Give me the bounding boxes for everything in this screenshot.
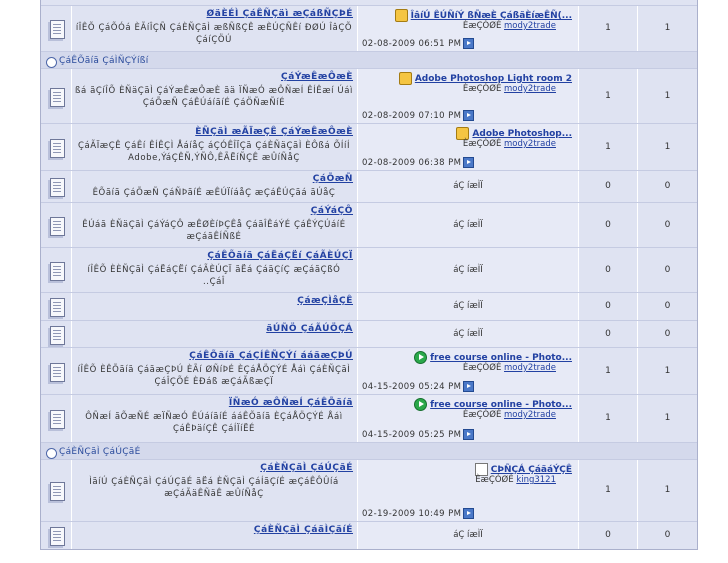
document-icon [50,139,65,158]
posts-count-cell [638,321,697,348]
posts-count: 0 [664,181,671,191]
forum-description: íÎÊÕ ÈÈÑÇãÌ ÇáËáÇËí ÇáÃÈÚÇÏ ãËá ÇáãÇíÇ æÇáãÇßÓ ..ÇáÎ [87,265,341,287]
forum-title-link[interactable]: ÏÑæÓ æÔÑæÍ ÇáÊÕãíã [228,398,353,408]
forum-icon-cell [41,321,72,348]
document-icon [50,178,65,197]
forum-title-cell [71,321,358,348]
last-post-author [463,21,556,31]
last-post-by-label: ÈæÇÓØÉ [462,139,502,149]
forum-title-link[interactable]: ÇáÊÕãíã ÇáÇÍÊÑÇÝí ááãæÇÞÚ [189,351,353,361]
threads-count-cell [579,248,638,293]
threads-count-cell [579,460,638,522]
forum-title-cell [71,69,358,124]
last-post-date [362,429,474,440]
last-post-title-text: CÞÑÇÁ ÇáãáÝÇÊ [490,465,572,475]
forum-row [41,123,697,171]
forum-status-icon [46,86,66,108]
threads-count-cell [579,395,638,443]
posts-count: 0 [664,301,671,311]
document-icon [50,20,65,39]
threads-count: 0 [605,530,611,540]
last-post-title-text: free course online - Photo... [430,400,572,410]
last-post-user-link[interactable]: mody2trade [504,363,556,373]
forum-status-icon [46,296,66,318]
last-post-author [463,139,556,149]
lock-icon [395,9,408,22]
posts-count: 0 [664,329,671,339]
forum-description: ÔÑæÍ ãÕæÑÉ æÏÑæÓ ÊÚáíãíÉ ááÊÕãíã ÈÇáÅÖÇÝÉ Åáì ÇáÊÞäíÇÊ ÇáÍÏíËÉ [85,412,343,434]
posts-count: 0 [664,265,671,275]
forum-status-icon [46,408,66,430]
last-post-date-text: 02-08-2009 06:38 PM [362,158,462,168]
forum-title-cell [71,522,358,550]
forum-row [41,68,697,124]
last-post-by-label: ÈæÇÓØÉ [462,84,502,94]
last-post-date [362,508,474,519]
go-to-last-post-icon[interactable] [463,508,474,519]
lock-icon [399,72,412,85]
threads-count-cell [579,171,638,203]
collapse-icon[interactable] [46,57,57,68]
last-post-author [463,410,556,420]
posts-count: 1 [664,366,671,376]
last-post-cell [358,460,579,522]
threads-count: 1 [605,91,611,101]
forum-icon-cell [41,124,72,171]
document-icon [50,217,65,236]
forum-title-link[interactable]: ÇáæÇÌåÇÊ [297,296,353,306]
threads-count: 1 [605,23,611,33]
posts-count: 1 [664,23,671,33]
forum-row [41,202,697,248]
posts-count-cell [638,171,697,203]
go-to-last-post-icon[interactable] [463,429,474,440]
document-icon [50,410,65,429]
forum-listing [40,0,698,550]
last-post-user-link[interactable]: mody2trade [504,139,556,149]
posts-count-cell [638,203,697,248]
forum-title-cell [71,395,358,443]
forum-description: ÊÕãíã ÇáÕæÑ ÇáÑÞãíÉ æÊÚÏíáåÇ æÇáÊÚÇãá ãÚåÇ [92,188,336,198]
posts-count: 1 [664,413,671,423]
document-icon [50,298,65,317]
posts-count: 0 [664,530,671,540]
forum-title-link[interactable]: ÇáÝæÊæÔæÈ [280,72,353,82]
last-post-user-link[interactable]: mody2trade [504,84,556,94]
forum-icon-cell [41,248,72,293]
threads-count: 1 [605,485,611,495]
threads-count-cell [579,124,638,171]
posts-count-cell [638,248,697,293]
last-post-date-text: 02-19-2009 10:49 PM [362,509,462,519]
forum-title-cell [71,203,358,248]
last-post-title-text: ÎâíÚ ÊÚÑíÝ ßÑæÈ ÇáßãÈíæÊÑ(... [410,11,572,21]
forum-title-cell [71,293,358,321]
forum-title-link[interactable]: ãÚÑÖ ÇáÃÚÖÇÁ [266,324,353,334]
last-post-user-link[interactable]: king3121 [516,475,556,485]
forum-title-link[interactable]: ÇáÕæÑ [312,174,353,184]
forum-icon-cell [41,203,72,248]
threads-count-cell [579,348,638,395]
forum-icon-cell [41,171,72,203]
last-post-title-text: Adobe Photoshop... [472,129,572,139]
threads-count-cell [579,522,638,550]
forum-status-icon [46,137,66,159]
last-post-by-label: ÈæÇÓØÉ [475,475,514,485]
threads-count: 0 [605,181,611,191]
forum-icon-cell [41,460,72,522]
forum-title-link[interactable]: ÇáÝáÇÔ [310,206,353,216]
last-post-cell [358,321,579,348]
last-post-cell [358,124,579,171]
forum-status-icon [46,18,66,40]
last-post-author [475,475,556,485]
last-post-by-label: ÈæÇÓØÉ [462,363,502,373]
forum-title-link[interactable]: ØäÈÉÌ ÇáÊÑÇäì æÇáßÑÇÞÉ [206,9,353,19]
forum-row [41,394,697,443]
threads-count-cell [579,203,638,248]
last-post-date-text: 02-08-2009 06:51 PM [362,39,462,49]
forum-icon-cell [41,6,72,52]
forum-row [41,347,697,395]
last-post-cell [358,6,579,52]
forum-description: íÎÊÕ ÇáÕÓá ÈÃíÎÇÑ ÇáÈÑÇãÌ æßÑßÇÊ æÈÚÇÑÊí ÐØÚ ÎâÇÕ ÇáíÇÖÚ [75,23,353,45]
last-post-user-link[interactable]: mody2trade [504,410,556,420]
threads-count-cell [579,321,638,348]
document-icon [50,527,65,546]
forum-row [41,521,697,550]
posts-count: 0 [664,220,671,230]
posts-count-cell [638,348,697,395]
posts-count: 1 [664,485,671,495]
arrow-icon [414,351,427,364]
go-to-last-post-icon[interactable] [463,38,474,49]
last-post-cell [358,248,579,293]
forum-title-cell [71,171,358,203]
last-post-none: áÇ íæÌÏ [453,220,483,230]
forum-title-cell [71,248,358,293]
last-post-title-text: Adobe Photoshop Light room 2 [414,74,572,84]
threads-count: 1 [605,413,611,423]
threads-count: 0 [605,301,611,311]
forum-row [41,247,697,293]
last-post-title-text: free course online - Photo... [430,353,572,363]
threads-count-cell [579,69,638,124]
last-post-date [362,381,474,392]
posts-count-cell [638,293,697,321]
go-to-last-post-icon[interactable] [463,381,474,392]
forum-description: ßá ãÇíÎÕ ÈÑäÇãÌ ÇáÝæÊæÔæÈ ãä ÏÑæÓ æÔÑæÍ ÊÍÊæí Úáì ÇáÕæÑ ÇáÊÚáíãíÉ ÇáÖÑæÑíÉ [75,86,353,108]
document-icon [50,326,65,345]
forum-status-icon [46,260,66,282]
last-post-cell [358,203,579,248]
forum-description: ÌãíÚ ÇáÈÑÇãÌ ÇáÚÇãÉ ãËá ÈÑÇãÌ ÇáÍãÇíÉ æÇáÊÔÛíá æÇáÃäÊÑäÊ æÛíÑåÇ [89,477,339,499]
forum-row [41,5,697,52]
threads-count: 1 [605,366,611,376]
last-post-author [463,363,556,373]
last-post-none: áÇ íæÌÏ [453,181,483,191]
posts-count-cell [638,124,697,171]
forum-icon-cell [41,522,72,550]
forum-icon-cell [41,293,72,321]
last-post-cell [358,69,579,124]
forum-row [41,170,697,203]
forum-status-icon [46,361,66,383]
threads-count-cell [579,6,638,52]
threads-count: 0 [605,329,611,339]
threads-count: 0 [605,265,611,275]
last-post-date-text: 02-08-2009 07:10 PM [362,111,462,121]
forum-icon-cell [41,348,72,395]
document-icon [50,482,65,501]
category-title-link[interactable]: ÇáÊÕãíã ÇáÌÑÇÝíßí [59,56,149,66]
forum-title-cell [71,348,358,395]
document-icon [50,363,65,382]
last-post-date [362,38,474,49]
category-header[interactable] [41,51,697,69]
last-post-none: áÇ íæÌÏ [453,301,483,311]
forum-status-icon [46,324,66,346]
last-post-user-link[interactable]: mody2trade [504,21,556,31]
last-post-by-label: ÈæÇÓØÉ [462,410,502,420]
forum-title-cell [71,6,358,52]
last-post-date [362,157,474,168]
document-icon [50,88,65,107]
threads-count: 0 [605,220,611,230]
forum-title-link[interactable]: ÇáÈÑÇãÌ ÇáÚÇãÉ [260,463,353,473]
last-post-date-text: 04-15-2009 05:24 PM [362,382,462,392]
forum-title-cell [71,460,358,522]
posts-count-cell [638,69,697,124]
category-header[interactable] [41,442,697,460]
category-title-link[interactable]: ÇáÈÑÇãÌ ÇáÚÇãÉ [59,447,141,457]
forum-title-link[interactable]: ÈÑÇãÌ æÃÏæÇÊ ÇáÝæÊæÔæÈ [195,127,353,137]
forum-status-icon [46,215,66,237]
go-to-last-post-icon[interactable] [463,110,474,121]
collapse-icon[interactable] [46,448,57,459]
last-post-author [463,84,556,94]
forum-icon-cell [41,69,72,124]
forum-description: íÎÊÕ ÈÊÕãíã ÇáãæÇÞÚ ÈÃí ØÑíÞÉ ÈÇáÅÖÇÝÉ Åáì ÇáÈÑÇãÌ ÇáÎÇÕÉ ÈÐáß æÇáÃßæÇÏ [77,365,351,387]
forum-status-icon [46,480,66,502]
posts-count-cell [638,395,697,443]
last-post-date-text: 04-15-2009 05:25 PM [362,430,462,440]
last-post-none: áÇ íæÌÏ [453,530,483,540]
last-post-date [362,110,474,121]
forum-row [41,320,697,348]
posts-count: 1 [664,91,671,101]
forum-status-icon [46,176,66,198]
document-icon [50,262,65,281]
forum-title-link[interactable]: ÇáÈÑÇãÌ ÇáãÌÇäíÉ [253,525,353,535]
posts-count-cell [638,522,697,550]
last-post-cell [358,395,579,443]
go-to-last-post-icon[interactable] [463,157,474,168]
threads-count-cell [579,293,638,321]
posts-count: 1 [664,142,671,152]
forum-title-link[interactable]: ÇáÊÕãíã ÇáËáÇËí ÇáÃÈÚÇÏ [207,251,353,261]
forum-status-icon [46,525,66,547]
forum-icon-cell [41,395,72,443]
posts-count-cell [638,460,697,522]
arrow-icon [414,398,427,411]
last-post-cell [358,348,579,395]
last-post-by-label: ÈæÇÓØÉ [462,21,502,31]
forum-description: ÇáÃÏæÇÊ ÇáÊí ÊÍÊÇÌ ÅáíåÇ áÇÓÊÎÏÇã ÇáÈÑäÇãÌ ÈÔßá ÕÍíÍ Adobe,ÝáÇÊÑ,ÝÑÔ,ÊÃËíÑÇÊ æÛíÑåÇ [77,141,351,163]
threads-count: 1 [605,142,611,152]
forum-row [41,292,697,321]
last-post-none: áÇ íæÌÏ [453,265,483,275]
forum-row [41,459,697,522]
last-post-none: áÇ íæÌÏ [453,329,483,339]
last-post-cell [358,522,579,550]
last-post-cell [358,293,579,321]
forum-description: ÊÚáã ÈÑäÇãÌ ÇáÝáÇÔ æÊØÈíÞÇÊå ÇáãÎÊáÝÉ ÇáÊÝÇÚáíÉ æÇáãÊÍÑßÉ [82,220,346,242]
forum-title-cell [71,124,358,171]
posts-count-cell [638,6,697,52]
last-post-cell [358,171,579,203]
